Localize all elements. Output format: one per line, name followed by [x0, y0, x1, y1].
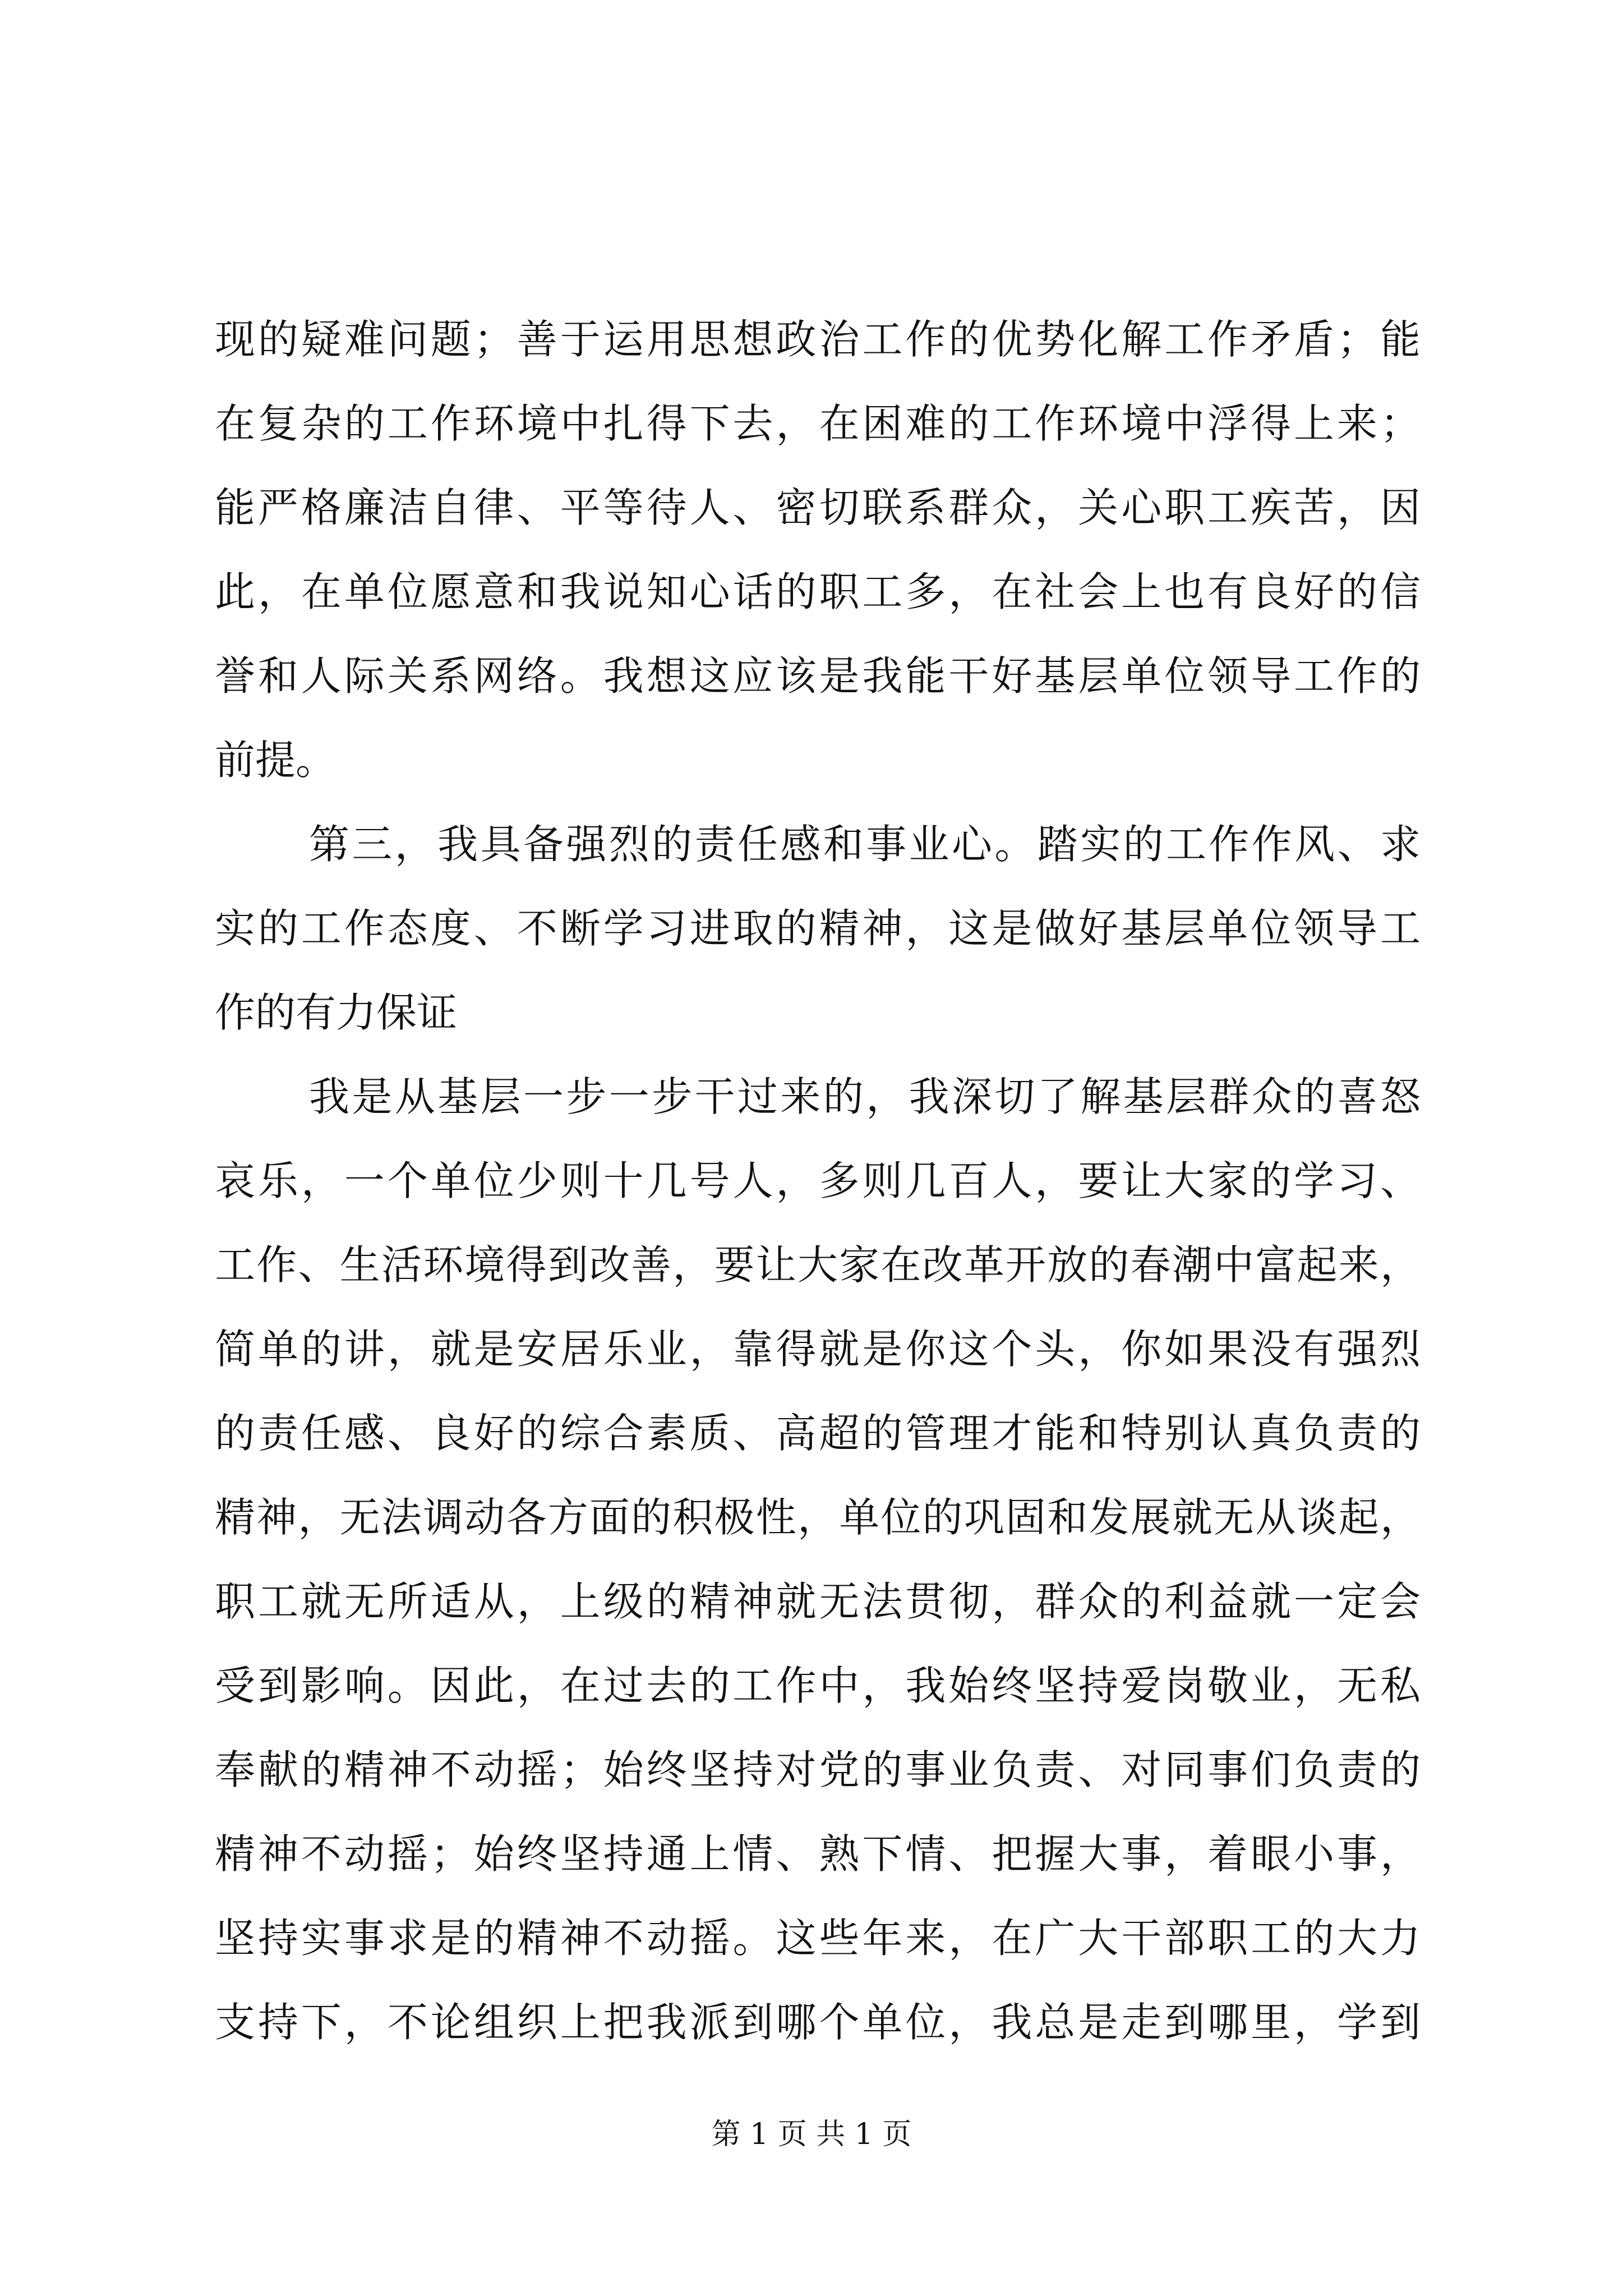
- text-line: 此，在单位愿意和我说知心话的职工多，在社会上也有良好的信: [215, 568, 1421, 615]
- text-line: 精神不动摇；始终坚持通上情、熟下情、把握大事，着眼小事，: [215, 1830, 1421, 1878]
- page-number-label: 第 1 页 共 1 页: [711, 2118, 912, 2151]
- text-line: 职工就无所适从，上级的精神就无法贯彻，群众的利益就一定会: [215, 1578, 1421, 1625]
- text-line: 作的有力保证: [215, 989, 458, 1036]
- text-line: 工作、生活环境得到改善，要让大家在改革开放的春潮中富起来，: [215, 1241, 1421, 1289]
- document-body: [215, 297, 1421, 2064]
- text-line: 现的疑难问题；善于运用思想政治工作的优势化解工作矛盾；能: [215, 316, 1421, 363]
- page-footer: [0, 2112, 1623, 2157]
- text-line: 坚持实事求是的精神不动摇。这些年来，在广大干部职工的大力: [215, 1915, 1421, 1962]
- text-line: 誉和人际关系网络。我想这应该是我能干好基层单位领导工作的: [215, 652, 1421, 700]
- text-line: 简单的讲，就是安居乐业，靠得就是你这个头，你如果没有强烈: [215, 1326, 1421, 1373]
- text-line: 奉献的精神不动摇；始终坚持对党的事业负责、对同事们负责的: [215, 1746, 1421, 1793]
- text-line: 的责任感、良好的综合素质、高超的管理才能和特别认真负责的: [215, 1410, 1421, 1457]
- paragraph-first-line: 第三，我具备强烈的责任感和事业心。踏实的工作作风、求: [309, 821, 1421, 868]
- text-line: 能严格廉洁自律、平等待人、密切联系群众，关心职工疾苦，因: [215, 484, 1421, 531]
- text-line: 在复杂的工作环境中扎得下去，在困难的工作环境中浮得上来；: [215, 400, 1421, 447]
- text-line: 精神，无法调动各方面的积极性，单位的巩固和发展就无从谈起，: [215, 1494, 1421, 1541]
- text-line: 前提。: [215, 737, 336, 784]
- paragraph-first-line: 我是从基层一步一步干过来的，我深切了解基层群众的喜怒: [309, 1073, 1421, 1120]
- text-line: 受到影响。因此，在过去的工作中，我始终坚持爱岗敬业，无私: [215, 1662, 1421, 1709]
- text-line: 哀乐，一个单位少则十几号人，多则几百人，要让大家的学习、: [215, 1157, 1421, 1204]
- text-line: 支持下，不论组织上把我派到哪个单位，我总是走到哪里，学到: [215, 1999, 1421, 2046]
- text-line: 实的工作态度、不断学习进取的精神，这是做好基层单位领导工: [215, 905, 1421, 952]
